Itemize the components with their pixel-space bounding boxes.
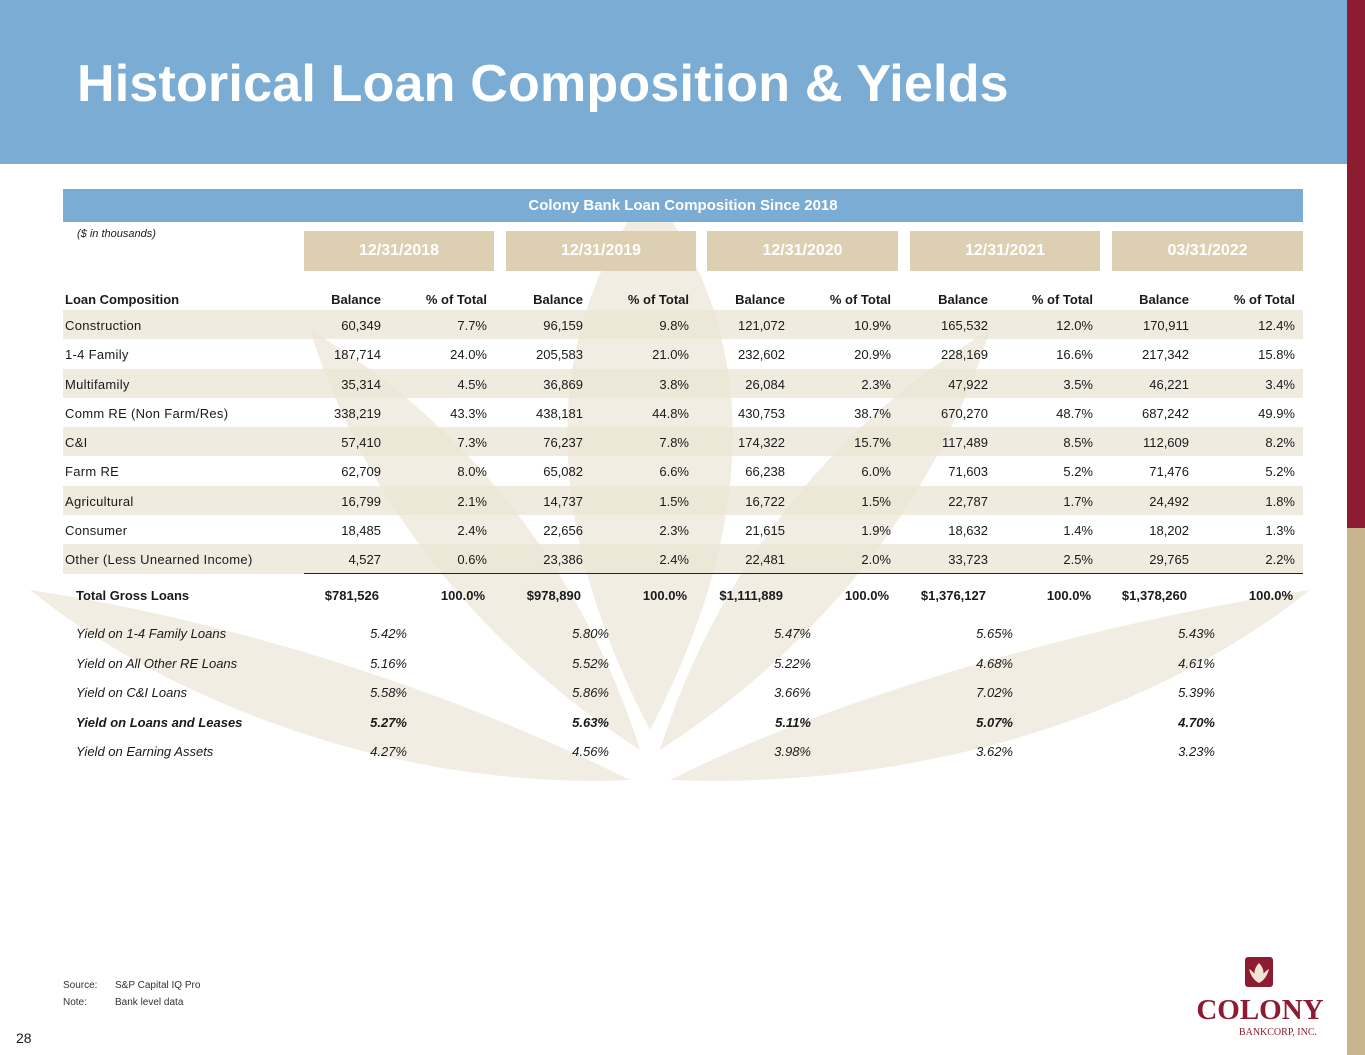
table-row: [63, 310, 1303, 339]
total-balance-cell: $781,526: [324, 588, 379, 603]
pct-cell: 2.3%: [861, 376, 891, 392]
yield-row: [63, 736, 1303, 766]
header-balance: Balance: [533, 292, 583, 307]
pct-cell: 3.4%: [1265, 376, 1295, 392]
page-title: Historical Loan Composition & Yields: [77, 55, 1009, 113]
pct-cell: 2.3%: [659, 523, 689, 539]
yield-label: Yield on Loans and Leases: [76, 714, 243, 730]
pct-cell: 5.2%: [1063, 464, 1093, 480]
balance-cell: 170,911: [1142, 318, 1189, 333]
pct-cell: 15.8%: [1258, 347, 1295, 363]
yield-row: [63, 707, 1303, 737]
balance-cell: 205,583: [536, 347, 583, 363]
pct-cell: 2.4%: [659, 552, 689, 568]
pct-cell: 5.2%: [1265, 464, 1295, 480]
total-pct-cell: 100.0%: [642, 588, 687, 603]
yield-cell: 5.47%: [774, 626, 811, 641]
balance-cell: 35,314: [341, 376, 381, 392]
balance-cell: 338,219: [334, 405, 381, 421]
balance-cell: 165,532: [941, 318, 988, 333]
table-row: [63, 456, 1303, 485]
balance-cell: 60,349: [341, 318, 381, 333]
header-pct: % of Total: [1233, 292, 1295, 307]
total-pct-cell: 100.0%: [440, 588, 485, 603]
pct-cell: 8.2%: [1265, 435, 1295, 451]
yield-cell: 5.27%: [370, 714, 407, 730]
yield-cell: 5.42%: [370, 626, 407, 641]
units-note: ($ in thousands): [77, 228, 156, 240]
pct-cell: 1.5%: [861, 493, 891, 509]
yield-cell: 4.27%: [370, 744, 407, 759]
pct-cell: 3.5%: [1063, 376, 1093, 392]
balance-cell: 96,159: [543, 318, 583, 333]
pct-cell: 16.6%: [1056, 347, 1093, 363]
header-pct: % of Total: [829, 292, 891, 307]
pct-cell: 4.5%: [457, 376, 487, 392]
balance-cell: 174,322: [738, 435, 785, 451]
yield-cell: 3.98%: [774, 744, 811, 759]
pct-cell: 7.3%: [457, 435, 487, 451]
footnote-source: Source: S&P Capital IQ Pro: [63, 980, 201, 991]
table-row: [63, 339, 1303, 368]
row-label: Construction: [65, 318, 142, 333]
right-accent-bar-tan: [1347, 528, 1365, 1055]
period-tab-5: 03/31/2022: [1112, 231, 1303, 271]
pct-cell: 2.5%: [1063, 552, 1093, 568]
yield-cell: 5.39%: [1178, 685, 1215, 700]
header-balance: Balance: [938, 292, 988, 307]
pct-cell: 49.9%: [1258, 405, 1295, 421]
title-banner: [0, 0, 1347, 164]
balance-cell: 76,237: [543, 435, 583, 451]
table-row: [63, 398, 1303, 427]
yield-cell: 5.43%: [1178, 626, 1215, 641]
table-row: [63, 427, 1303, 456]
total-balance-cell: $1,376,127: [920, 588, 986, 603]
balance-cell: 217,342: [1142, 347, 1189, 363]
balance-cell: 26,084: [745, 376, 785, 392]
balance-cell: 66,238: [745, 464, 785, 480]
header-pct: % of Total: [1031, 292, 1093, 307]
balance-cell: 14,737: [543, 493, 583, 509]
yield-cell: 4.56%: [572, 744, 609, 759]
balance-cell: 65,082: [543, 464, 583, 480]
row-label: Farm RE: [65, 464, 120, 480]
balance-cell: 21,615: [745, 523, 785, 539]
balance-cell: 112,609: [1142, 435, 1189, 451]
yield-label: Yield on 1-4 Family Loans: [76, 626, 227, 641]
header-loan-composition: Loan Composition: [65, 292, 180, 307]
row-label: C&I: [65, 435, 88, 451]
yield-cell: 5.07%: [976, 714, 1013, 730]
pct-cell: 48.7%: [1056, 405, 1093, 421]
total-pct-cell: 100.0%: [1248, 588, 1293, 603]
pct-cell: 2.4%: [457, 523, 487, 539]
yield-row: [63, 648, 1303, 678]
balance-cell: 18,632: [948, 523, 988, 539]
pct-cell: 9.8%: [659, 318, 689, 333]
row-label: Multifamily: [65, 376, 130, 392]
pct-cell: 7.7%: [457, 318, 487, 333]
yield-cell: 5.52%: [572, 655, 609, 671]
pct-cell: 1.4%: [1063, 523, 1093, 539]
pct-cell: 7.8%: [659, 435, 689, 451]
balance-cell: 16,799: [341, 493, 381, 509]
header-pct: % of Total: [627, 292, 689, 307]
loan-composition-table: [63, 310, 1303, 574]
pct-cell: 3.8%: [659, 376, 689, 392]
row-label: 1-4 Family: [65, 347, 129, 363]
balance-cell: 4,527: [348, 552, 381, 568]
total-balance-cell: $1,111,889: [719, 588, 783, 603]
balance-cell: 36,869: [543, 376, 583, 392]
right-accent-bar-red: [1347, 0, 1365, 528]
balance-cell: 22,656: [543, 523, 583, 539]
footnotes: [63, 980, 200, 1014]
pct-cell: 12.4%: [1258, 318, 1295, 333]
svg-text:BANKCORP, INC.: BANKCORP, INC.: [1238, 1027, 1317, 1038]
pct-cell: 8.5%: [1063, 435, 1093, 451]
column-headers: [63, 290, 1303, 310]
yield-cell: 5.58%: [370, 685, 407, 700]
total-label: Total Gross Loans: [76, 588, 190, 603]
balance-cell: 29,765: [1149, 552, 1189, 568]
pct-cell: 24.0%: [450, 347, 487, 363]
pct-cell: 6.0%: [861, 464, 891, 480]
row-label: Other (Less Unearned Income): [65, 552, 253, 568]
yield-cell: 5.65%: [976, 626, 1013, 641]
period-tab-3: 12/31/2020: [707, 231, 898, 271]
yield-cell: 5.11%: [775, 714, 811, 730]
period-tab-1: 12/31/2018: [304, 231, 494, 271]
balance-cell: 71,603: [948, 464, 988, 480]
pct-cell: 0.6%: [457, 552, 487, 568]
yield-label: Yield on All Other RE Loans: [76, 655, 238, 671]
balance-cell: 71,476: [1149, 464, 1189, 480]
pct-cell: 1.5%: [659, 493, 689, 509]
balance-cell: 438,181: [536, 405, 583, 421]
total-pct-cell: 100.0%: [844, 588, 889, 603]
header-balance: Balance: [331, 292, 381, 307]
yield-cell: 3.66%: [774, 685, 811, 700]
yield-cell: 4.70%: [1178, 714, 1215, 730]
pct-cell: 12.0%: [1056, 318, 1093, 333]
pct-cell: 1.9%: [861, 523, 891, 539]
balance-cell: 47,922: [948, 376, 988, 392]
yield-cell: 5.86%: [572, 685, 609, 700]
balance-cell: 187,714: [334, 347, 381, 363]
yield-cell: 4.61%: [1178, 655, 1215, 671]
pct-cell: 2.0%: [861, 552, 891, 568]
header-pct: % of Total: [425, 292, 487, 307]
pct-cell: 20.9%: [854, 347, 891, 363]
yield-label: Yield on Earning Assets: [76, 744, 214, 759]
pct-cell: 43.3%: [450, 405, 487, 421]
total-divider: [304, 573, 1303, 574]
balance-cell: 24,492: [1149, 493, 1189, 509]
balance-cell: 57,410: [341, 435, 381, 451]
balance-cell: 33,723: [948, 552, 988, 568]
balance-cell: 22,481: [745, 552, 785, 568]
total-balance-cell: $1,378,260: [1121, 588, 1187, 603]
pct-cell: 38.7%: [854, 405, 891, 421]
balance-cell: 232,602: [738, 347, 785, 363]
pct-cell: 6.6%: [659, 464, 689, 480]
balance-cell: 22,787: [948, 493, 988, 509]
balance-cell: 16,722: [745, 493, 785, 509]
yield-row: [63, 677, 1303, 707]
pct-cell: 2.1%: [457, 493, 487, 509]
balance-cell: 121,072: [738, 318, 785, 333]
svg-text:COLONY: COLONY: [1196, 994, 1324, 1026]
yield-cell: 5.22%: [774, 655, 811, 671]
balance-cell: 117,489: [941, 435, 988, 451]
pct-cell: 1.8%: [1265, 493, 1295, 509]
row-label: Consumer: [65, 523, 128, 539]
period-tab-2: 12/31/2019: [506, 231, 696, 271]
pct-cell: 8.0%: [457, 464, 487, 480]
yield-cell: 4.68%: [976, 655, 1013, 671]
page-number: 28: [16, 1030, 32, 1046]
total-balance-cell: $978,890: [526, 588, 581, 603]
pct-cell: 15.7%: [854, 435, 891, 451]
header-balance: Balance: [735, 292, 785, 307]
period-tab-4: 12/31/2021: [910, 231, 1100, 271]
balance-cell: 23,386: [543, 552, 583, 568]
yield-label: Yield on C&I Loans: [76, 685, 188, 700]
footnote-note: Note: Bank level data: [63, 997, 184, 1008]
yield-cell: 5.80%: [572, 626, 609, 641]
pct-cell: 44.8%: [652, 405, 689, 421]
pct-cell: 1.7%: [1063, 493, 1093, 509]
table-row: [63, 515, 1303, 544]
row-label: Comm RE (Non Farm/Res): [65, 405, 229, 421]
balance-cell: 670,270: [941, 405, 988, 421]
table-title: Colony Bank Loan Composition Since 2018: [63, 189, 1303, 222]
total-pct-cell: 100.0%: [1046, 588, 1091, 603]
balance-cell: 228,169: [941, 347, 988, 363]
pct-cell: 10.9%: [854, 318, 891, 333]
yield-cell: 3.23%: [1178, 744, 1215, 759]
yield-cell: 5.16%: [370, 655, 407, 671]
balance-cell: 62,709: [341, 464, 381, 480]
yield-cell: 5.63%: [572, 714, 609, 730]
balance-cell: 687,242: [1142, 405, 1189, 421]
balance-cell: 18,202: [1149, 523, 1189, 539]
table-row: [63, 486, 1303, 515]
balance-cell: 46,221: [1149, 376, 1189, 392]
header-balance: Balance: [1139, 292, 1189, 307]
row-label: Agricultural: [65, 493, 134, 509]
yield-cell: 7.02%: [976, 685, 1013, 700]
balance-cell: 430,753: [738, 405, 785, 421]
yield-row: [63, 618, 1303, 648]
yield-cell: 3.62%: [976, 744, 1013, 759]
balance-cell: 18,485: [341, 523, 381, 539]
yields-table: [63, 618, 1303, 766]
table-row: [63, 544, 1303, 573]
pct-cell: 2.2%: [1265, 552, 1295, 568]
table-row: [63, 369, 1303, 398]
total-row: [63, 580, 1303, 610]
pct-cell: 21.0%: [652, 347, 689, 363]
pct-cell: 1.3%: [1265, 523, 1295, 539]
colony-bankcorp-logo: [1193, 955, 1328, 1045]
